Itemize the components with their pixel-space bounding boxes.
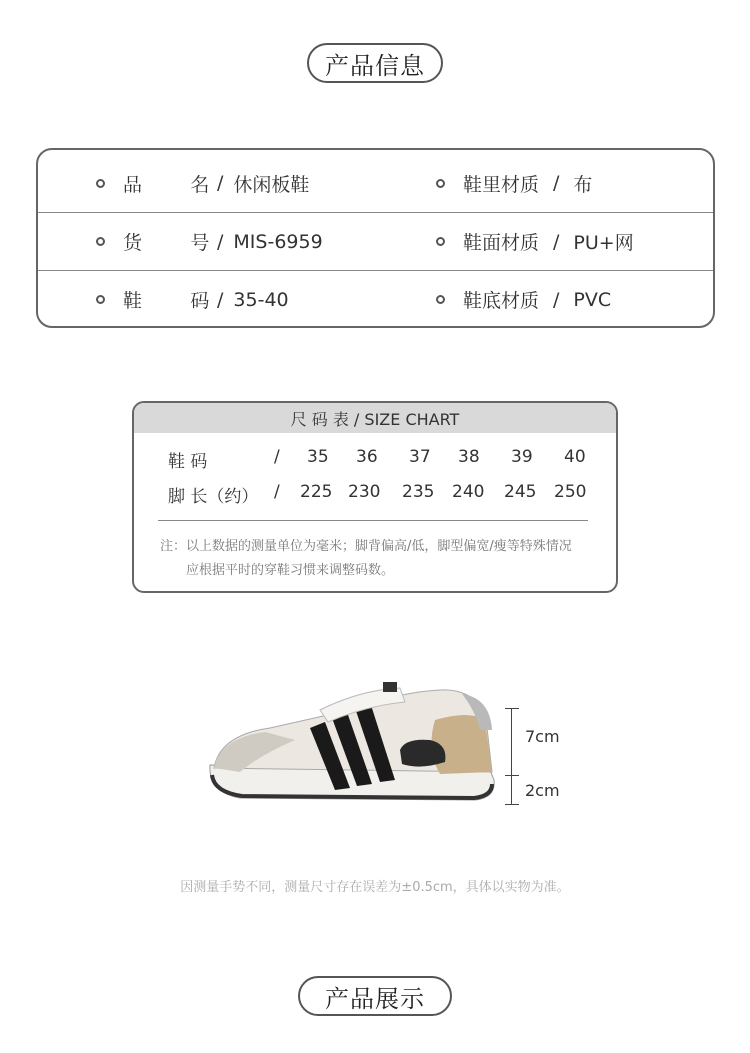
info-cell-sole — [436, 286, 611, 313]
length-value: 240 — [452, 482, 485, 502]
note-line: 注：以上数据的测量单位为毫米；脚背偏高/低，脚型偏宽/瘦等特殊情况 — [160, 539, 572, 554]
size-chart-title: 尺 码 表 / SIZE CHART — [134, 403, 616, 433]
size-chart — [132, 401, 618, 593]
info-value: PVC — [573, 288, 612, 311]
separator: / — [217, 230, 224, 253]
size-value: 38 — [458, 447, 480, 467]
info-value: 布 — [573, 173, 593, 196]
dimension-line — [511, 708, 512, 805]
sneaker-illustration — [200, 680, 500, 815]
length-value: 245 — [504, 482, 537, 502]
size-note — [160, 535, 572, 583]
size-value: 37 — [409, 447, 431, 467]
measurement-disclaimer: 因测量手势不同，测量尺寸存在误差为±0.5cm，具体以实物为准。 — [180, 880, 570, 895]
dimension-tick — [505, 775, 519, 776]
product-info-title: 产品信息 — [307, 43, 443, 83]
info-value: PU+网 — [573, 232, 634, 254]
size-value: 35 — [307, 447, 329, 467]
info-cell-upper — [436, 228, 634, 255]
length-value: 250 — [554, 482, 587, 502]
size-row-label: 鞋 码 — [168, 452, 208, 472]
size-value: 36 — [356, 447, 378, 467]
separator: / — [553, 172, 560, 194]
info-label: 鞋里材质 — [463, 173, 540, 196]
size-value: 39 — [511, 447, 533, 467]
size-row-shoe-size — [134, 443, 616, 473]
info-value: 35-40 — [233, 288, 289, 311]
info-label: 鞋底材质 — [463, 290, 540, 312]
info-label: 品 名 — [123, 173, 210, 196]
dimension-tick — [505, 804, 519, 805]
separator: / — [274, 482, 280, 502]
info-cell-name — [96, 170, 309, 197]
sole-height-label: 2cm — [525, 781, 560, 800]
size-row-foot-length — [134, 478, 616, 508]
info-cell-size — [96, 286, 289, 313]
bullet-icon — [436, 179, 445, 188]
separator: / — [553, 230, 560, 253]
info-label: 货 号 — [123, 232, 210, 254]
separator: / — [217, 172, 224, 194]
product-display-title: 产品展示 — [298, 976, 452, 1016]
dimension-tick — [505, 708, 519, 709]
bullet-icon — [436, 295, 445, 304]
divider — [158, 520, 588, 521]
info-row — [38, 212, 713, 270]
info-value: 休闲板鞋 — [233, 173, 310, 196]
info-label: 鞋面材质 — [463, 232, 540, 254]
info-cell-sku — [96, 228, 323, 255]
separator: / — [217, 288, 224, 311]
bullet-icon — [96, 179, 105, 188]
bullet-icon — [436, 237, 445, 246]
info-row — [38, 154, 713, 212]
note-line: 应根据平时的穿鞋习惯来调整码数。 — [186, 563, 395, 578]
size-value: 40 — [564, 447, 586, 467]
info-value: MIS-6959 — [233, 230, 323, 253]
upper-height-label: 7cm — [525, 727, 560, 746]
product-info-table — [36, 148, 715, 328]
separator: / — [274, 447, 280, 467]
bullet-icon — [96, 295, 105, 304]
size-row-label: 脚 长（约） — [168, 487, 259, 507]
bullet-icon — [96, 237, 105, 246]
info-label: 鞋 码 — [123, 290, 210, 312]
length-value: 235 — [402, 482, 435, 502]
length-value: 230 — [348, 482, 381, 502]
separator: / — [553, 288, 560, 311]
info-row — [38, 270, 713, 328]
info-cell-lining — [436, 170, 592, 197]
length-value: 225 — [300, 482, 333, 502]
shoe-image — [200, 680, 500, 815]
